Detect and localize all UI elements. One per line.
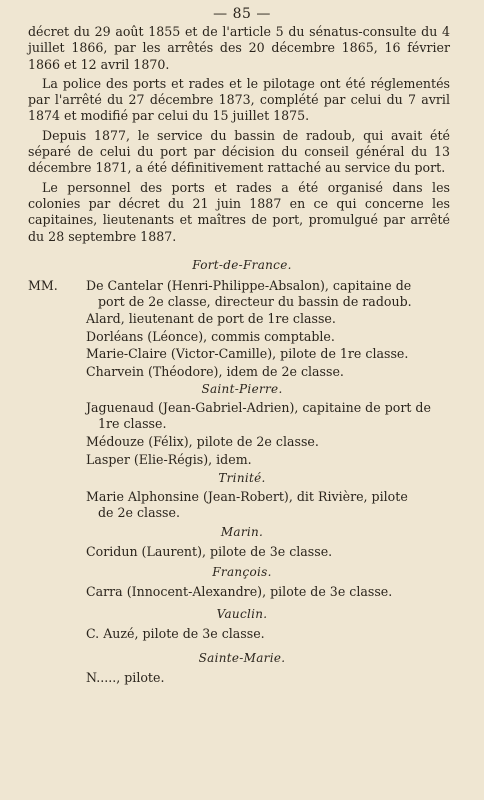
list-item: Coridun (Laurent), pilote de 3e classe. xyxy=(86,544,333,559)
section-fort-de-france xyxy=(0,257,484,379)
list-item: C. Auzé, pilote de 3e classe. xyxy=(86,626,265,641)
entry-line: Marie Alphonsine (Jean-Robert), dit Rivière, pilote xyxy=(86,489,408,504)
intro-paragraph-4: Le personnel des ports et rades a été organisé dans les colonies par décret du 21 juin 1887 en ce qui concerne les capitaines, lieutenants et maîtres de port, promulgué par arrêté du 28 septembre 1887. xyxy=(28,179,450,244)
section-heading: Sainte-Marie. xyxy=(198,651,286,665)
intro-paragraph-2: La police des ports et rades et le pilotage ont été réglementés par l'arrêté du 27 décembre 1873, complété par celui du 7 avril 1874 et modifié par celui du 15 juillet 1875. xyxy=(28,75,450,124)
section-heading: François. xyxy=(212,565,272,579)
section-heading: Fort-de-France. xyxy=(192,258,292,272)
section-heading: Marin. xyxy=(220,525,264,539)
section-heading: Saint-Pierre. xyxy=(201,382,283,396)
section-heading: Vauclin. xyxy=(216,607,268,621)
section-sainte-marie xyxy=(0,650,484,685)
section-vauclin xyxy=(0,606,484,641)
list-item: Médouze (Félix), pilote de 2e classe. xyxy=(86,434,319,449)
mm-label: MM. xyxy=(28,278,58,293)
intro-paragraph-1: décret du 29 août 1855 et de l'article 5 du sénatus-consulte du 4 juillet 1866, par les arrêtés des 20 décembre 1865, 16 février 1866 et 12 avril 1870. xyxy=(28,24,450,72)
list-item xyxy=(86,489,446,522)
intro-paragraph-3: Depuis 1877, le service du bassin de radoub, qui avait été séparé de celui du port par décision du conseil général du 13 décembre 1871, a été définitivement rattaché au service du port. xyxy=(28,127,450,176)
list-item: Alard, lieutenant de port de 1re classe. xyxy=(86,311,336,326)
section-saint-pierre xyxy=(0,381,484,467)
list-item xyxy=(86,400,446,433)
section-francois xyxy=(0,564,484,599)
entry-line-continued: port de 2e classe, directeur du bassin de radoub. xyxy=(98,294,412,310)
entry-line: De Cantelar (Henri-Philippe-Absalon), capitaine de xyxy=(86,278,412,293)
list-item: Carra (Innocent-Alexandre), pilote de 3e classe. xyxy=(86,584,393,599)
entry-line: Jaguenaud (Jean-Gabriel-Adrien), capitaine de port de xyxy=(86,400,431,415)
entry-line-continued: 1re classe. xyxy=(98,416,167,432)
list-item: Lasper (Elie-Régis), idem. xyxy=(86,452,252,467)
page-number: — 85 — xyxy=(213,6,271,22)
list-item: Charvein (Théodore), idem de 2e classe. xyxy=(86,364,344,379)
list-item: Marie-Claire (Victor-Camille), pilote de 1re classe. xyxy=(86,346,409,361)
list-item xyxy=(86,278,446,311)
entry-line-continued: de 2e classe. xyxy=(98,505,180,521)
section-trinite xyxy=(0,470,484,521)
section-heading: Trinité. xyxy=(218,471,266,485)
intro-text xyxy=(28,24,450,245)
list-item: N....., pilote. xyxy=(86,670,165,685)
list-item: Dorléans (Léonce), commis comptable. xyxy=(86,329,335,344)
section-marin xyxy=(0,524,484,559)
